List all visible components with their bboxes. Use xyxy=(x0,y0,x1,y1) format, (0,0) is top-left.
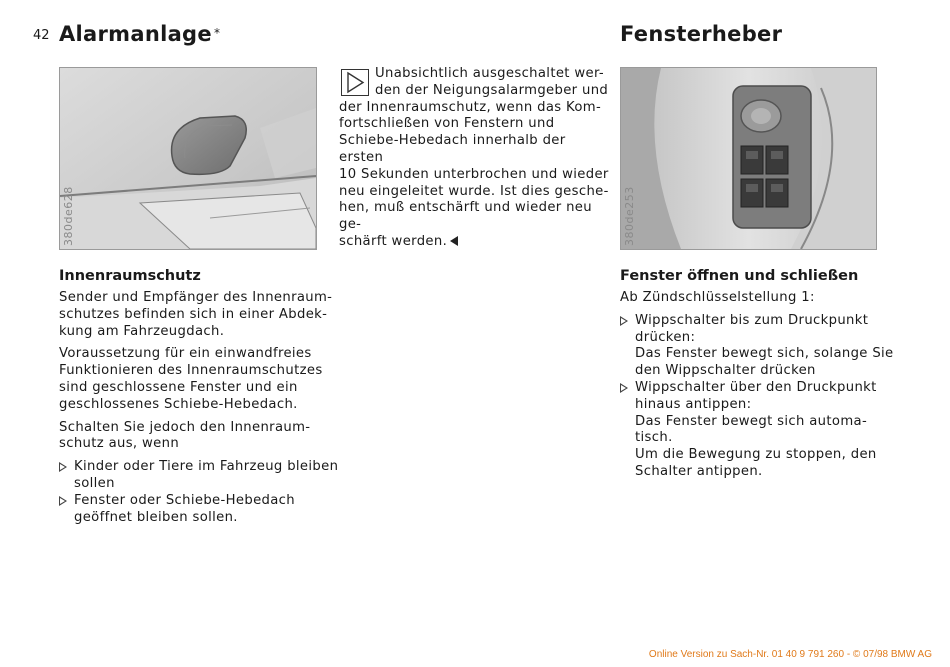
paragraph: Voraussetzung für ein einwandfreies Funktionieren des Innenraumschutzes sind geschlossene Fenster und ein geschlossenes Schiebe-Hebedach. xyxy=(59,346,323,412)
list-item xyxy=(620,380,895,481)
end-mark-icon xyxy=(450,236,458,246)
page-number: 42 xyxy=(33,28,50,43)
footnote-mark: * xyxy=(213,26,221,40)
window-switch-illustration xyxy=(621,68,876,249)
list-item-line: Das Fenster bewegt sich, solange Sie den Wippschalter drücken xyxy=(635,346,894,379)
photo-interior-sensor xyxy=(59,67,317,250)
right-body xyxy=(620,290,895,481)
note-line: schärft werden. xyxy=(339,233,448,249)
interior-sensor-illustration xyxy=(60,68,316,249)
subtitle-interior-protection: Innenraumschutz xyxy=(59,268,201,284)
note-line: hen, muß entschärft und wieder neu ge- xyxy=(339,200,592,233)
note-line: fortschließen von Fenstern und xyxy=(339,116,555,132)
note-text xyxy=(339,66,611,251)
triangle-bullet-icon xyxy=(620,383,628,393)
paragraph: Schalten Sie jedoch den Innenraum-schutz aus, wenn xyxy=(59,419,311,452)
subtitle-open-close: Fenster öffnen und schließen xyxy=(620,268,859,284)
note-line-last xyxy=(339,234,611,251)
list-item-line: Das Fenster bewegt sich automa-tisch. xyxy=(635,413,868,446)
list-item-text: Kinder oder Tiere im Fahrzeug bleiben sollen xyxy=(74,459,339,491)
triangle-bullet-icon xyxy=(59,496,67,506)
note-line: den der Neigungsalarmgeber und xyxy=(375,82,609,98)
note-line: Schiebe-Hebedach innerhalb der ersten xyxy=(339,133,566,165)
photo-code-left: 380de628 xyxy=(62,186,75,246)
triangle-bullet-icon xyxy=(59,462,67,472)
footer-copyright: Online Version zu Sach-Nr. 01 40 9 791 260 - © 07/98 BMW AG xyxy=(648,649,932,660)
note-line: neu eingeleitet wurde. Ist dies gesche- xyxy=(339,183,609,199)
photo-window-switches xyxy=(620,67,877,250)
list-item xyxy=(620,313,895,380)
list-item-text: Fenster oder Schiebe-Hebedach geöffnet bleiben sollen. xyxy=(74,492,295,525)
section-title-alarm-text: Alarmanlage xyxy=(59,22,212,46)
list-item-line: Um die Bewegung zu stoppen, den Schalter antippen. xyxy=(635,447,877,479)
list-item xyxy=(59,493,339,527)
section-title-windows: Fensterheber xyxy=(620,22,783,46)
paragraph-intro: Ab Zündschlüsselstellung 1: xyxy=(620,290,815,305)
triangle-bullet-icon xyxy=(620,316,628,326)
note-line: 10 Sekunden unterbrochen und wieder xyxy=(339,166,609,182)
list-item xyxy=(59,459,339,493)
photo-code-right: 380de253 xyxy=(623,186,636,246)
list-item-lead: Wippschalter bis zum Druckpunkt drücken: xyxy=(635,312,869,345)
list-item-lead: Wippschalter über den Druckpunkt hinaus antippen: xyxy=(635,379,877,412)
note-line: Unabsichtlich ausgeschaltet wer- xyxy=(375,66,605,81)
note-line: der Innenraumschutz, wenn das Kom- xyxy=(339,99,602,115)
paragraph: Sender und Empfänger des Innenraum-schutzes befinden sich in einer Abdek-kung am Fahrzeugdach. xyxy=(59,290,333,339)
left-body xyxy=(59,290,339,526)
section-title-alarm xyxy=(59,22,220,46)
